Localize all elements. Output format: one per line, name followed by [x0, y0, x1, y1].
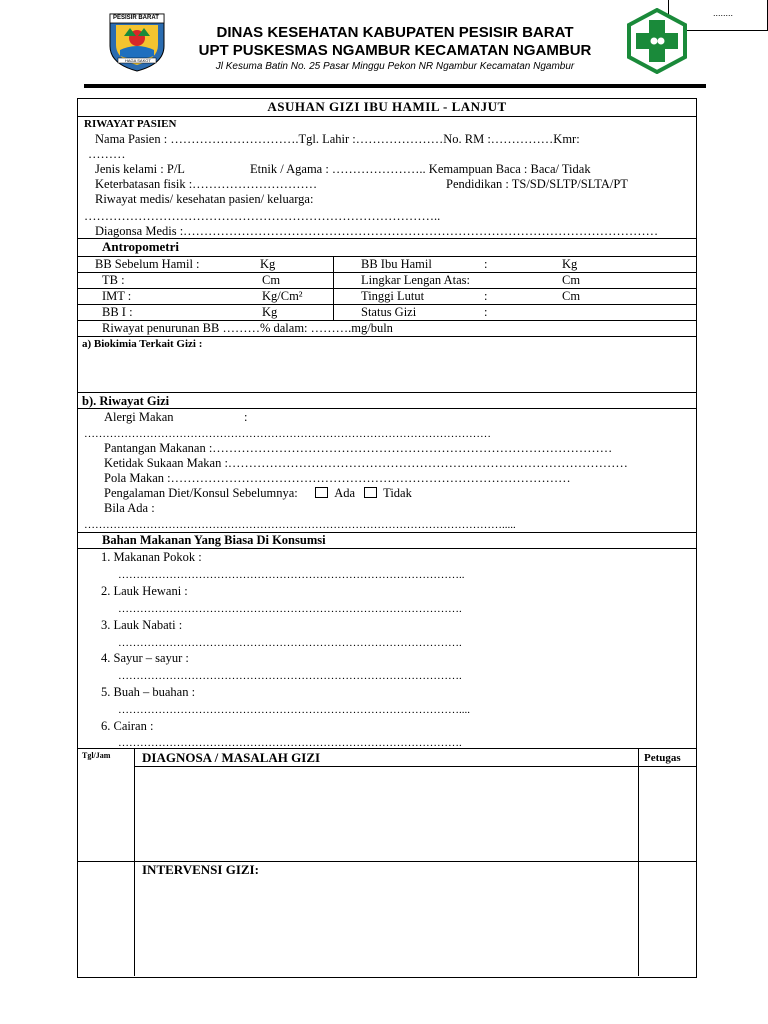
anthro-right-colon: :: [484, 289, 488, 303]
anthro-left-unit: Kg/Cm²: [262, 289, 303, 303]
section-riwayat-pasien: RIWAYAT PASIEN: [84, 118, 177, 130]
bahan-item-dots: ………………………………………………………………………………….: [118, 737, 462, 749]
section-riwayat-gizi: b). Riwayat Gizi: [82, 394, 170, 408]
anthro-left-label: BB I :: [102, 305, 133, 319]
alergi-colon: :: [244, 410, 248, 424]
tgl-jam-header: Tgl/Jam: [82, 751, 111, 760]
pola-makan: Pola Makan :……………………………………………………………………………………: [104, 471, 571, 485]
tidak-label: Tidak: [383, 486, 412, 500]
table-col-divider: [134, 748, 135, 976]
bahan-item-label: 6. Cairan :: [101, 719, 154, 733]
pantangan-makanan: Pantangan Makanan :……………………………………………………………………………………: [104, 441, 613, 455]
anthro-right-colon: :: [484, 305, 488, 319]
pengalaman-diet: [104, 486, 412, 500]
intervensi-gizi-header: INTERVENSI GIZI:: [142, 862, 259, 877]
header-line2: UPT PUSKESMAS NGAMBUR KECAMATAN NGAMBUR: [198, 42, 592, 59]
anthro-left-label: BB Sebelum Hamil :: [95, 257, 200, 271]
anthro-left-unit: Kg: [262, 305, 278, 319]
bahan-item-dots: …………………………………………………………………………………....: [118, 704, 470, 716]
anthro-left-label: IMT :: [102, 289, 132, 303]
divider: [77, 748, 696, 749]
bahan-item-dots: ………………………………………………………………………………….: [118, 603, 462, 615]
pengalaman-diet-label: Pengalaman Diet/Konsul Sebelumnya:: [104, 486, 298, 500]
section-bahan-makanan: Bahan Makanan Yang Biasa Di Konsumsi: [102, 533, 326, 547]
divider: [134, 766, 696, 767]
header-divider: [84, 84, 706, 88]
regency-logo: [108, 12, 166, 72]
anthro-right-colon: :: [484, 257, 488, 271]
riwayat-medis-dots: …………………………………………………………………………..: [84, 209, 441, 223]
anthro-right-label: Lingkar Lengan Atas:: [361, 273, 470, 287]
ada-label: Ada: [334, 486, 356, 500]
top-right-box-text: ........: [713, 8, 734, 18]
diagnosa-gizi-header: DIAGNOSA / MASALAH GIZI: [142, 750, 321, 765]
diagnosa-medis: Diagonsa Medis :……………………………………………………………………………………………………: [95, 224, 659, 238]
bahan-item-dots: ………………………………………………………………………………….: [118, 637, 462, 649]
anthro-right-unit: Cm: [562, 273, 581, 287]
bila-ada: Bila Ada :: [104, 501, 155, 515]
bahan-item-dots: …………………………………………………………………………………..: [118, 569, 465, 581]
nama-pasien-line: Nama Pasien : ………………………….Tgl. Lahir :…………………No. RM :……………Kmr:: [95, 132, 580, 146]
anthro-left-unit: Cm: [262, 273, 281, 287]
etnik-agama: Etnik / Agama : ………………….. Kemampuan Baca : Baca/ Tidak: [250, 162, 591, 176]
regency-logo-text: PESISIR BARAT: [113, 15, 159, 21]
nama-pasien-cont: ………: [88, 147, 126, 161]
jenis-kelamin: Jenis kelami : P/L: [95, 162, 185, 176]
table-col-divider: [638, 748, 639, 976]
tidak-checkbox[interactable]: [364, 487, 377, 498]
divider: [77, 392, 696, 393]
alergi-makan: Alergi Makan: [104, 410, 174, 424]
anthro-right-label: Tinggi Lutut: [361, 289, 425, 303]
bahan-item-label: 3. Lauk Nabati :: [101, 618, 183, 632]
bahan-item-label: 5. Buah – buahan :: [101, 685, 196, 699]
bila-ada-dots: …………………………………………………………………………………………………….....: [84, 519, 516, 531]
anthro-right-label: Status Gizi: [361, 305, 417, 319]
anthro-right-label: BB Ibu Hamil: [361, 257, 432, 271]
puskesmas-logo: [624, 8, 690, 74]
riwayat-medis: Riwayat medis/ kesehatan pasien/ keluarga:: [95, 192, 314, 206]
ketidak-sukaan-makan: Ketidak Sukaan Makan :……………………………………………………………………………………: [104, 456, 628, 470]
bahan-item-label: 1. Makanan Pokok :: [101, 550, 202, 564]
anthro-right-unit: Cm: [562, 289, 581, 303]
header-line1: DINAS KESEHATAN KABUPATEN PESISIR BARAT: [216, 24, 574, 41]
bahan-item-dots: ………………………………………………………………………………….: [118, 670, 462, 682]
section-biokimia: a) Biokimia Terkait Gizi :: [82, 338, 203, 350]
divider: [77, 548, 696, 549]
form-title: ASUHAN GIZI IBU HAMIL - LANJUT: [267, 99, 507, 114]
riwayat-penurunan-bb: Riwayat penurunan BB ………% dalam: ……….mg/buln: [102, 321, 393, 335]
alergi-dots: …………………………………………………………………………………………………: [84, 428, 491, 440]
bahan-item-label: 4. Sayur – sayur :: [101, 651, 189, 665]
bahan-item-label: 2. Lauk Hewani :: [101, 584, 188, 598]
section-antropometri: Antropometri: [102, 239, 180, 254]
divider: [77, 408, 696, 409]
header-address: Jl Kesuma Batin No. 25 Pasar Minggu Pekon NR Ngambur Kecamatan Ngambur: [215, 61, 575, 72]
ada-checkbox[interactable]: [315, 487, 328, 498]
petugas-header: Petugas: [644, 752, 681, 764]
regency-logo-motto: HAGA SAKOT: [125, 58, 151, 63]
anthro-left-label: TB :: [102, 273, 125, 287]
anthro-right-unit: Kg: [562, 257, 578, 271]
anthro-left-unit: Kg: [260, 257, 276, 271]
pendidikan: Pendidikan : TS/SD/SLTP/SLTA/PT: [446, 177, 628, 191]
keterbatasan-fisik: Keterbatasan fisik :…………………………: [95, 177, 318, 191]
